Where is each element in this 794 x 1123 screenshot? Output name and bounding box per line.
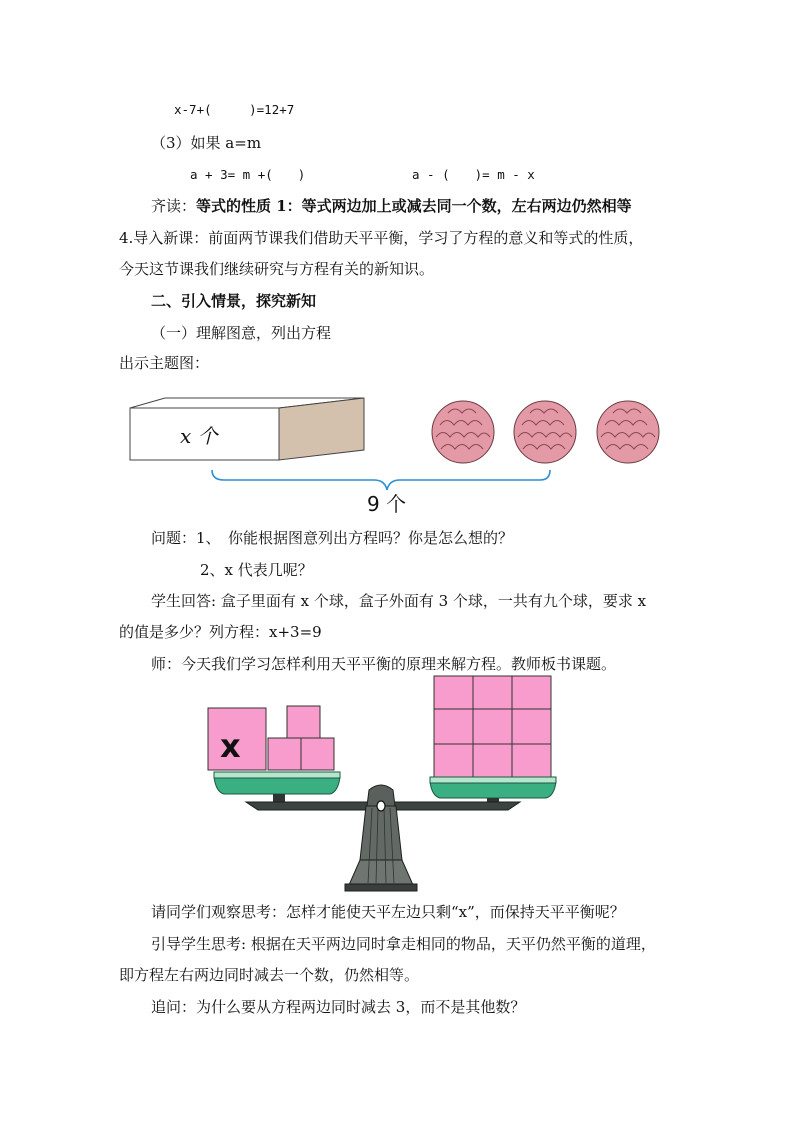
small-block-left bbox=[268, 738, 301, 770]
small-block-top bbox=[287, 706, 320, 738]
teacher-line: 师：今天我们学习怎样利用天平平衡的原理来解方程。教师板书课题。 bbox=[151, 655, 617, 673]
student-answer-1: 学生回答: 盒子里面有 x 个球，盒子外面有 3 个球，一共有九个球，要求 x bbox=[151, 592, 647, 610]
section-heading: 二、引入情景，探究新知 bbox=[151, 292, 317, 310]
property-text: 等式的性质 1：等式两边加上或减去同一个数，左右两边仍然相等 bbox=[196, 197, 632, 215]
total-label: 9 个 bbox=[367, 492, 407, 516]
box-label: x 个 bbox=[180, 424, 218, 448]
equation-line-2b: a - ( )= m - x bbox=[412, 167, 535, 182]
student-answer-2: 的值是多少？列方程：x+3=9 bbox=[119, 623, 322, 641]
equation-line-1: x-7+( )=12+7 bbox=[174, 102, 295, 117]
intro-line-1: 4.导入新课：前面两节课我们借助天平平衡，学习了方程的意义和等式的性质， bbox=[119, 229, 644, 247]
question-1: 问题：1、 你能根据图意列出方程吗？你是怎么想的？ bbox=[151, 529, 514, 547]
x-block-label: x bbox=[220, 727, 241, 765]
subsection-heading: （一）理解图意，列出方程 bbox=[151, 324, 332, 342]
balance-stand bbox=[345, 785, 417, 891]
prompt-line-1: 请同学们观察思考：怎样才能使天平左边只剩“x”，而保持天平平衡呢？ bbox=[151, 903, 625, 921]
prompt-line-3: 即方程左右两边同时减去一个数，仍然相等。 bbox=[119, 966, 420, 984]
left-pan bbox=[214, 772, 340, 802]
prompt-line-2: 引导学生思考: 根据在天平两边同时拿走相同的物品，天平仍然平衡的道理， bbox=[151, 935, 656, 953]
condition-prefix: （3）如果 a=m bbox=[151, 134, 262, 152]
prompt-line-4: 追问：为什么要从方程两边同时减去 3，而不是其他数？ bbox=[151, 998, 526, 1016]
equation-line-2a: a + 3= m +( ) bbox=[190, 167, 306, 182]
question-2: 2、x 代表几呢？ bbox=[200, 561, 313, 579]
show-figure-label: 出示主题图： bbox=[119, 354, 210, 372]
property-prefix: 齐读： bbox=[151, 197, 197, 215]
intro-line-2: 今天这节课我们继续研究与方程有关的新知识。 bbox=[119, 260, 435, 278]
right-blocks bbox=[434, 676, 551, 777]
small-block-right bbox=[301, 738, 334, 770]
